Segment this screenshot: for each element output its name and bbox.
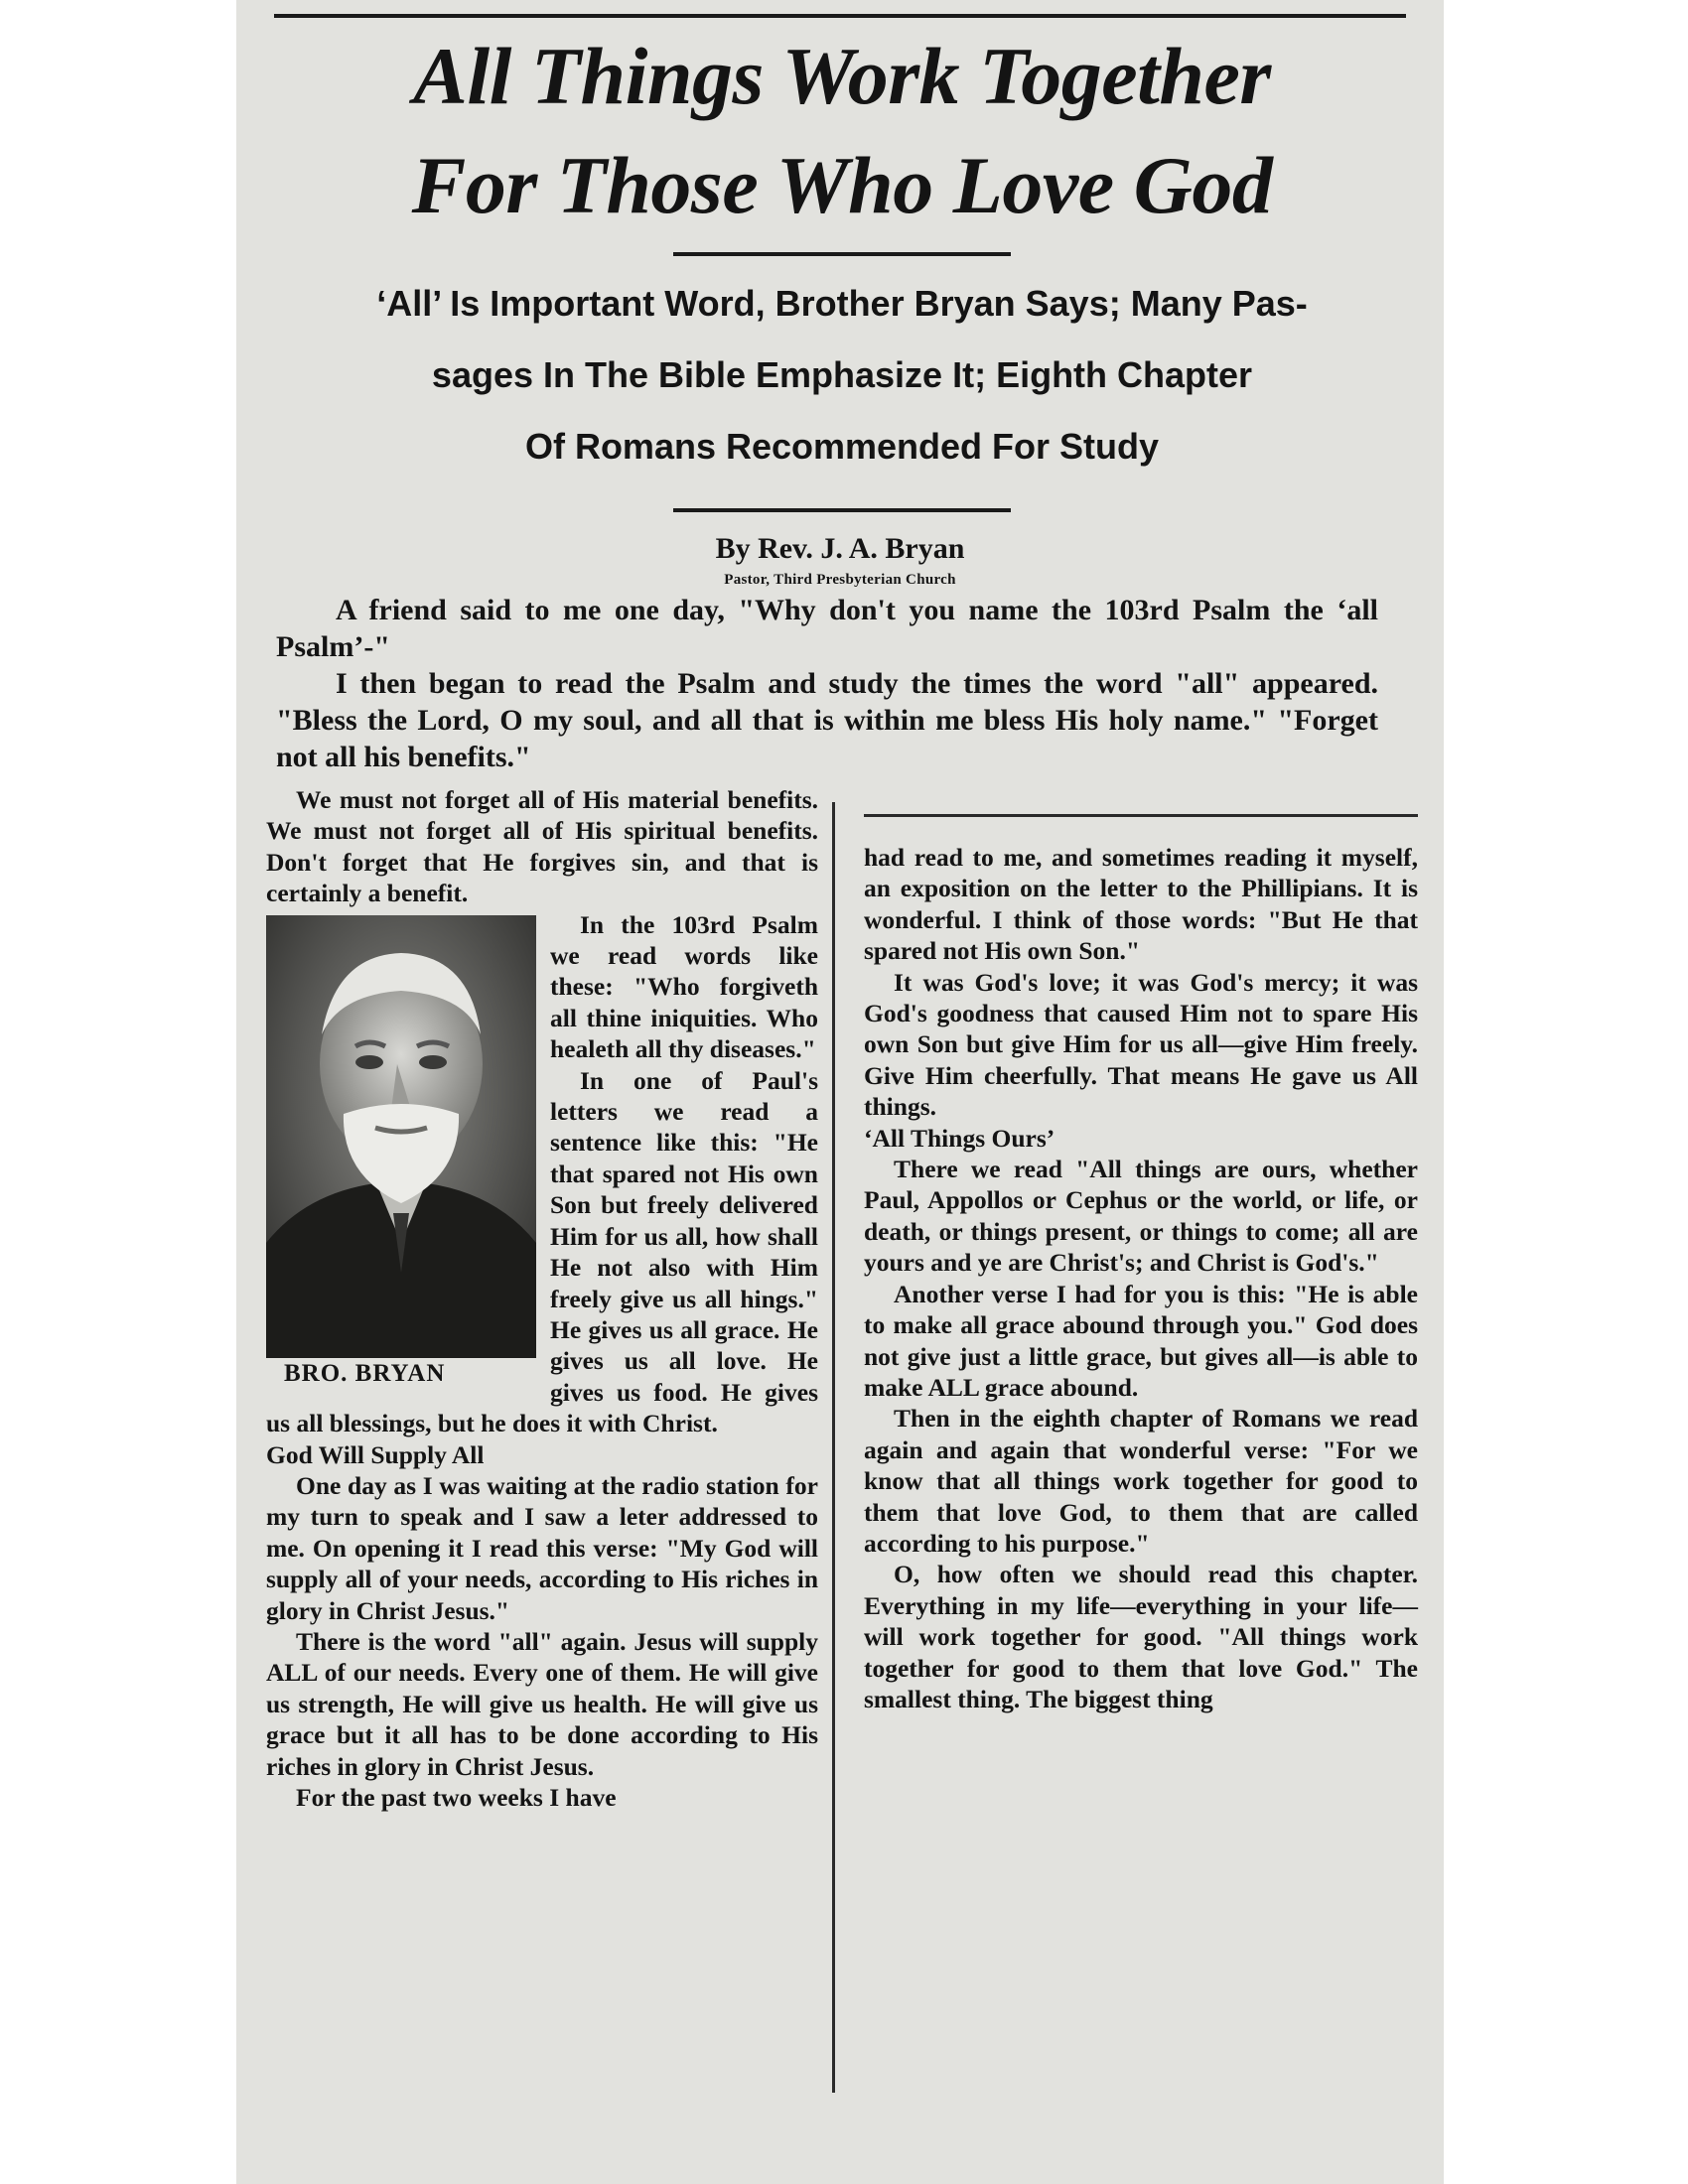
column-divider: [832, 802, 835, 2093]
left-paragraph-2: In the 103rd Psalm we read words like these: "Who forgiveth all thine iniquities. Who healeth all thy diseases.": [550, 909, 818, 1064]
intro-paragraph-1: A friend said to me one day, "Why don't you name the 103rd Psalm the ‘all Psalm’-": [276, 594, 1378, 663]
deck-subheadline: [276, 268, 1408, 482]
headline-rule: [673, 252, 1011, 256]
right-paragraph-1: had read to me, and sometimes reading it myself, an exposition on the letter to the Phillipians. It is wonderful. I think of those words: "But He that spared not His own Son.": [864, 843, 1418, 966]
portrait-image: [266, 915, 536, 1358]
left-paragraph-4: One day as I was waiting at the radio station for my turn to speak and I saw a leter addressed to me. On opening it I read this verse: "My God will supply all of your needs, according to His riches in glory in Christ Jesus.": [266, 1470, 818, 1625]
headline-line-1: All Things Work Together: [413, 31, 1271, 121]
deck-line-2: sages In The Bible Emphasize It; Eighth Chapter: [431, 354, 1253, 395]
byline-title: Pastor, Third Presbyterian Church: [724, 572, 956, 588]
left-column: [266, 784, 818, 2124]
headline-line-2: For Those Who Love God: [411, 140, 1273, 230]
right-paragraph-3: There we read "All things are ours, whether Paul, Appollos or Cephus or the world, or life, or death, or things present, or things to come; all are yours and ye are Christ's; and Christ is God's.": [864, 1155, 1418, 1278]
deck-line-1: ‘All’ Is Important Word, Brother Bryan Says; Many Pas-: [376, 283, 1308, 324]
right-column: [864, 842, 1418, 2122]
right-subhead: ‘All Things Ours’: [864, 1123, 1055, 1153]
right-paragraph-2: It was God's love; it was God's mercy; it was God's goodness that caused Him not to spare His own Son but give Him for us all—give Him freely. Give Him cheerfully. That means He gave us All things.: [864, 967, 1418, 1122]
top-rule: [274, 14, 1406, 18]
left-paragraph-1: We must not forget all of His material benefits. We must not forget all of His spiritual benefits. Don't forget that He forgives sin, and that is certainly a benefit.: [266, 785, 818, 908]
portrait-photo: [266, 915, 536, 1358]
intro-text: [276, 592, 1378, 775]
byline: By Rev. J. A. Bryan: [715, 532, 965, 565]
newspaper-clipping: [236, 0, 1444, 2184]
left-paragraph-3: In one of Paul's letters we read a sentence like this: "He that spared not His own Son but freely delivered Him for us all, how shall He not also with Him freely give us all hings." He gives us all grace. He gives us all love. He gives us food. He gives us all blessings, but he does it with Christ.: [266, 1065, 818, 1438]
right-paragraph-4: Another verse I had for you is this: "He is able to make all grace abound through you." God does not give just a little grace, but gives all—is able to make ALL grace abound.: [864, 1279, 1418, 1402]
left-subhead: God Will Supply All: [266, 1439, 485, 1469]
deck-line-3: Of Romans Recommended For Study: [524, 426, 1160, 467]
headline: [266, 22, 1418, 240]
deck-rule: [673, 508, 1011, 512]
right-paragraph-5: Then in the eighth chapter of Romans we read again and again that wonderful verse: "For we know that all things work together for good to them that love God, to them that are called according to his purpose.": [864, 1404, 1418, 1558]
photo-caption: BRO. BRYAN: [284, 1359, 446, 1387]
left-paragraph-6: For the past two weeks I have: [296, 1783, 617, 1812]
right-column-rule: [864, 814, 1418, 817]
right-paragraph-6: O, how often we should read this chapter. Everything in my life—everything in your life—will work together for good. "All things work together for good to them that love God." The smallest thing. The biggest thing: [864, 1560, 1418, 1713]
intro-paragraph-2: I then began to read the Psalm and study the times the word "all" appeared. "Bless the Lord, O my soul, and all that is within me bless His holy name." "Forget not all his benefits.": [276, 667, 1378, 773]
left-paragraph-5: There is the word "all" again. Jesus will supply ALL of our needs. Every one of them. He will give us strength, He will give us health. He will give us grace but it all has to be done according to His riches in glory in Christ Jesus.: [266, 1626, 818, 1781]
